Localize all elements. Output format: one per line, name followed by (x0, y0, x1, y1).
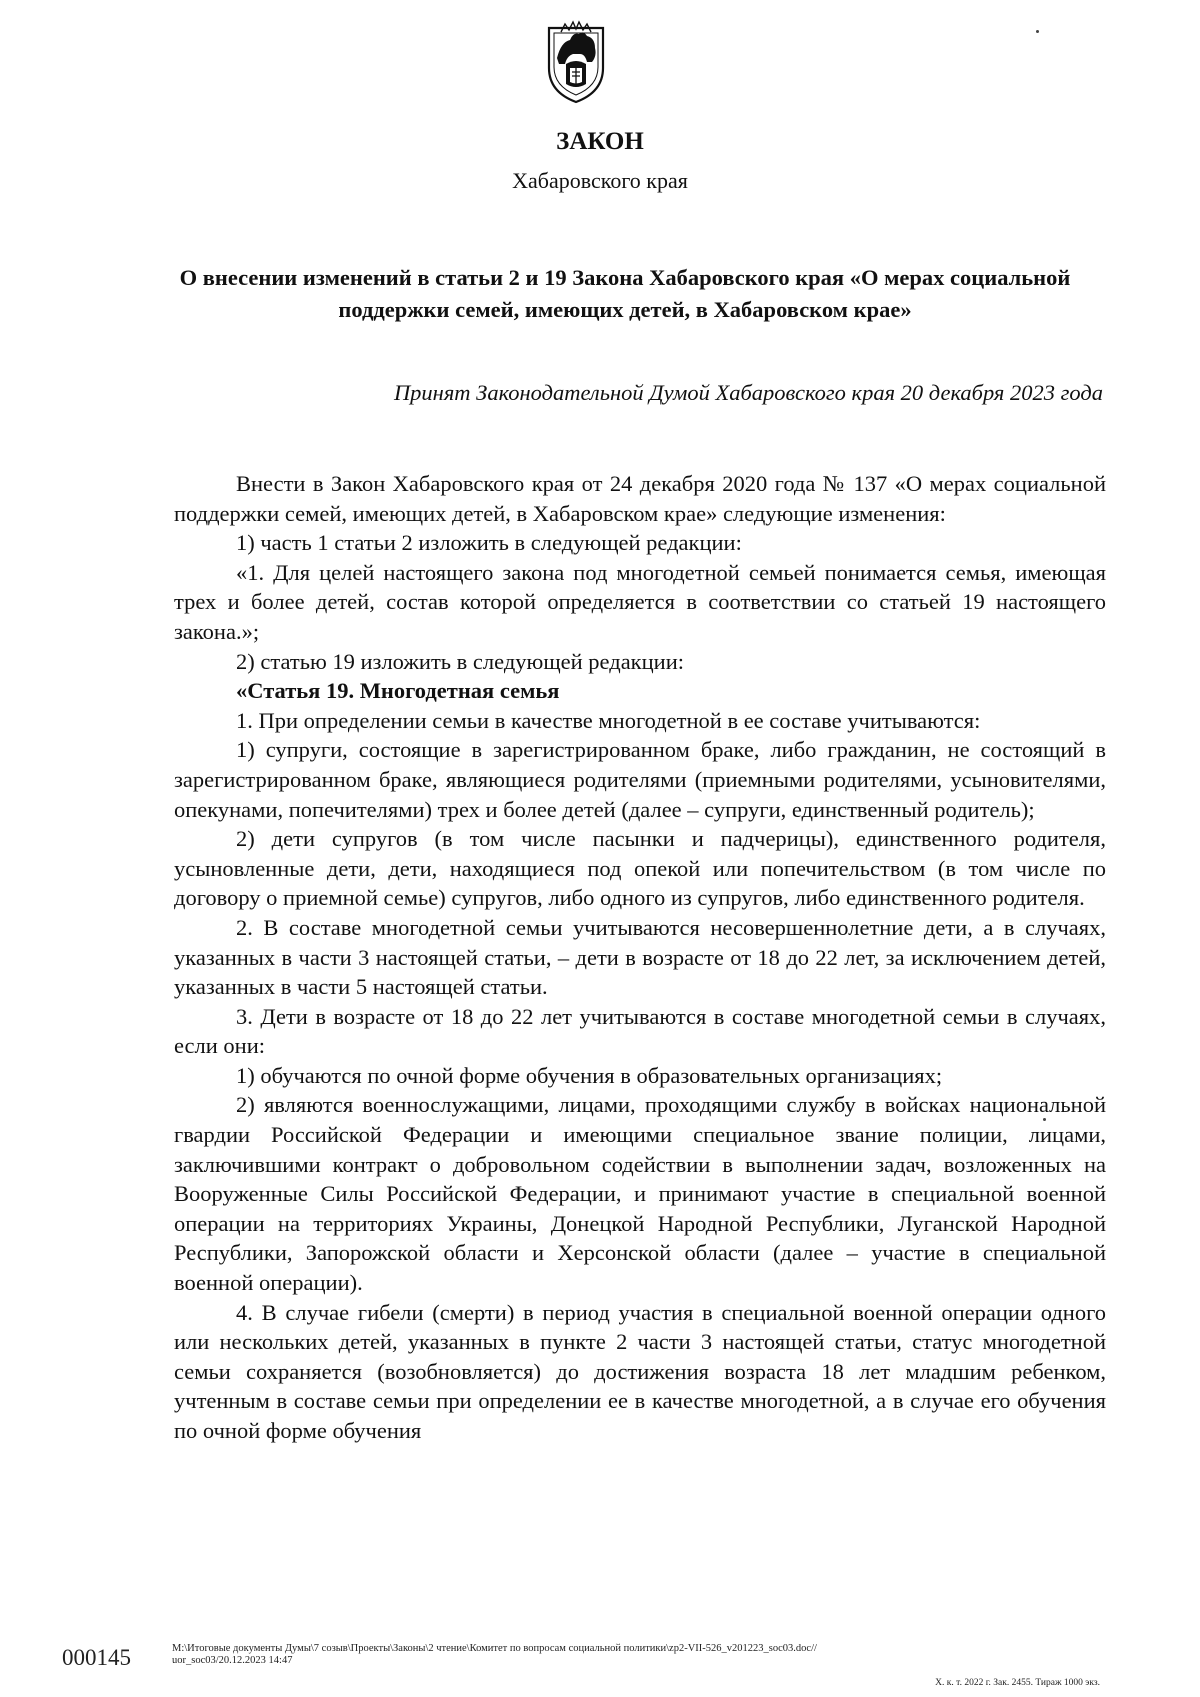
coat-of-arms-emblem (543, 18, 609, 104)
part-3-clause-1: 1) обучаются по очной форме обучения в образовательных организациях; (236, 1062, 943, 1088)
footer-file-path: M:\Итоговые документы Думы\7 созыв\Проекты\Законы\2 чтение\Комитет по вопросам социальной политики\zp2-VII-526_v201223_soc03.doc// (172, 1643, 817, 1654)
footer-print-info: Х. к. т. 2022 г. Зак. 2455. Тираж 1000 экз. (935, 1678, 1100, 1688)
part-4: 4. В случае гибели (смерти) в период участия в специальной военной операции одного или нескольких детей, указанных в пункте 2 части 3 настоящей статьи, статус многодетной семьи сохраняется (возобновляется) до достижения возраста 18 лет младшим ребенком, учтенным в составе семьи при определении ее в качестве многодетной, а в случае его обучения по очной форме обучения (174, 1299, 1106, 1443)
part-3: 3. Дети в возрасте от 18 до 22 лет учитываются в составе многодетной семьи в случаях, если они: (174, 1003, 1106, 1059)
scan-speck (1043, 1118, 1046, 1121)
document-title: О внесении изменений в статьи 2 и 19 Закона Хабаровского края «О мерах социальной поддержки семей, имеющих детей, в Хабаровском крае» (179, 265, 1071, 322)
page-code: 000145 (62, 1645, 131, 1670)
part-1-clause-1: 1) супруги, состоящие в зарегистрированном браке, либо гражданин, не состоящий в зарегистрированном браке, являющиеся родителями (приемными родителями, усыновителями, опекунами, попечителями) трех и более детей (далее – супруги, единственный родитель); (174, 737, 1106, 822)
law-body (174, 469, 1106, 1446)
part-2: 2. В составе многодетной семьи учитываются несовершеннолетние дети, а в случаях, указанных в части 3 настоящей статьи, – дети в возрасте от 18 до 22 лет, за исключением детей, указанных в части 5 настоящей статьи. (174, 914, 1106, 1000)
adoption-note: Принят Законодательной Думой Хабаровского края 20 декабря 2023 года (393, 380, 1103, 405)
law-region-subtitle: Хабаровского края (512, 168, 688, 193)
footer-author-date: uor_soc03/20.12.2023 14:47 (172, 1655, 293, 1666)
part-3-clause-2: 2) являются военнослужащими, лицами, проходящими службу в войсках национальной гвардии Российской Федерации и имеющими специальное звание полиции, лицами, заключившими контракт о добровольном содействии в выполнении задач, возложенных на Вооруженные Силы Российской Федерации, и принимают участие в специальной военной операции на территориях Украины, Донецкой Народной Республики, Луганской Народной Республики, Запорожской области и Херсонской области (далее – участие в специальной военной операции). (174, 1092, 1106, 1296)
intro-paragraph: Внести в Закон Хабаровского края от 24 декабря 2020 года № 137 «О мерах социальной поддержки семей, имеющих детей, в Хабаровском крае» следующие изменения: (174, 471, 1106, 526)
item-2: 2) статью 19 изложить в следующей редакции: (236, 648, 684, 674)
law-title: ЗАКОН (556, 128, 644, 155)
item-1-text: «1. Для целей настоящего закона под многодетной семьей понимается семья, имеющая трех и более детей, состав которой определяется в соответствии со статьей 19 настоящего закона.»; (174, 559, 1106, 644)
scan-speck (1036, 30, 1039, 33)
article-heading: «Статья 19. Многодетная семья (236, 678, 560, 704)
part-1: 1. При определении семьи в качестве многодетной в ее составе учитываются: (236, 707, 981, 733)
part-1-clause-2: 2) дети супругов (в том числе пасынки и падчерицы), единственного родителя, усыновленные дети, дети, находящиеся под опекой или попечительством (в том числе по договору о приемной семье) супругов, либо одного из супругов, либо единственного родителя. (174, 826, 1106, 911)
item-1: 1) часть 1 статьи 2 изложить в следующей редакции: (236, 530, 742, 556)
